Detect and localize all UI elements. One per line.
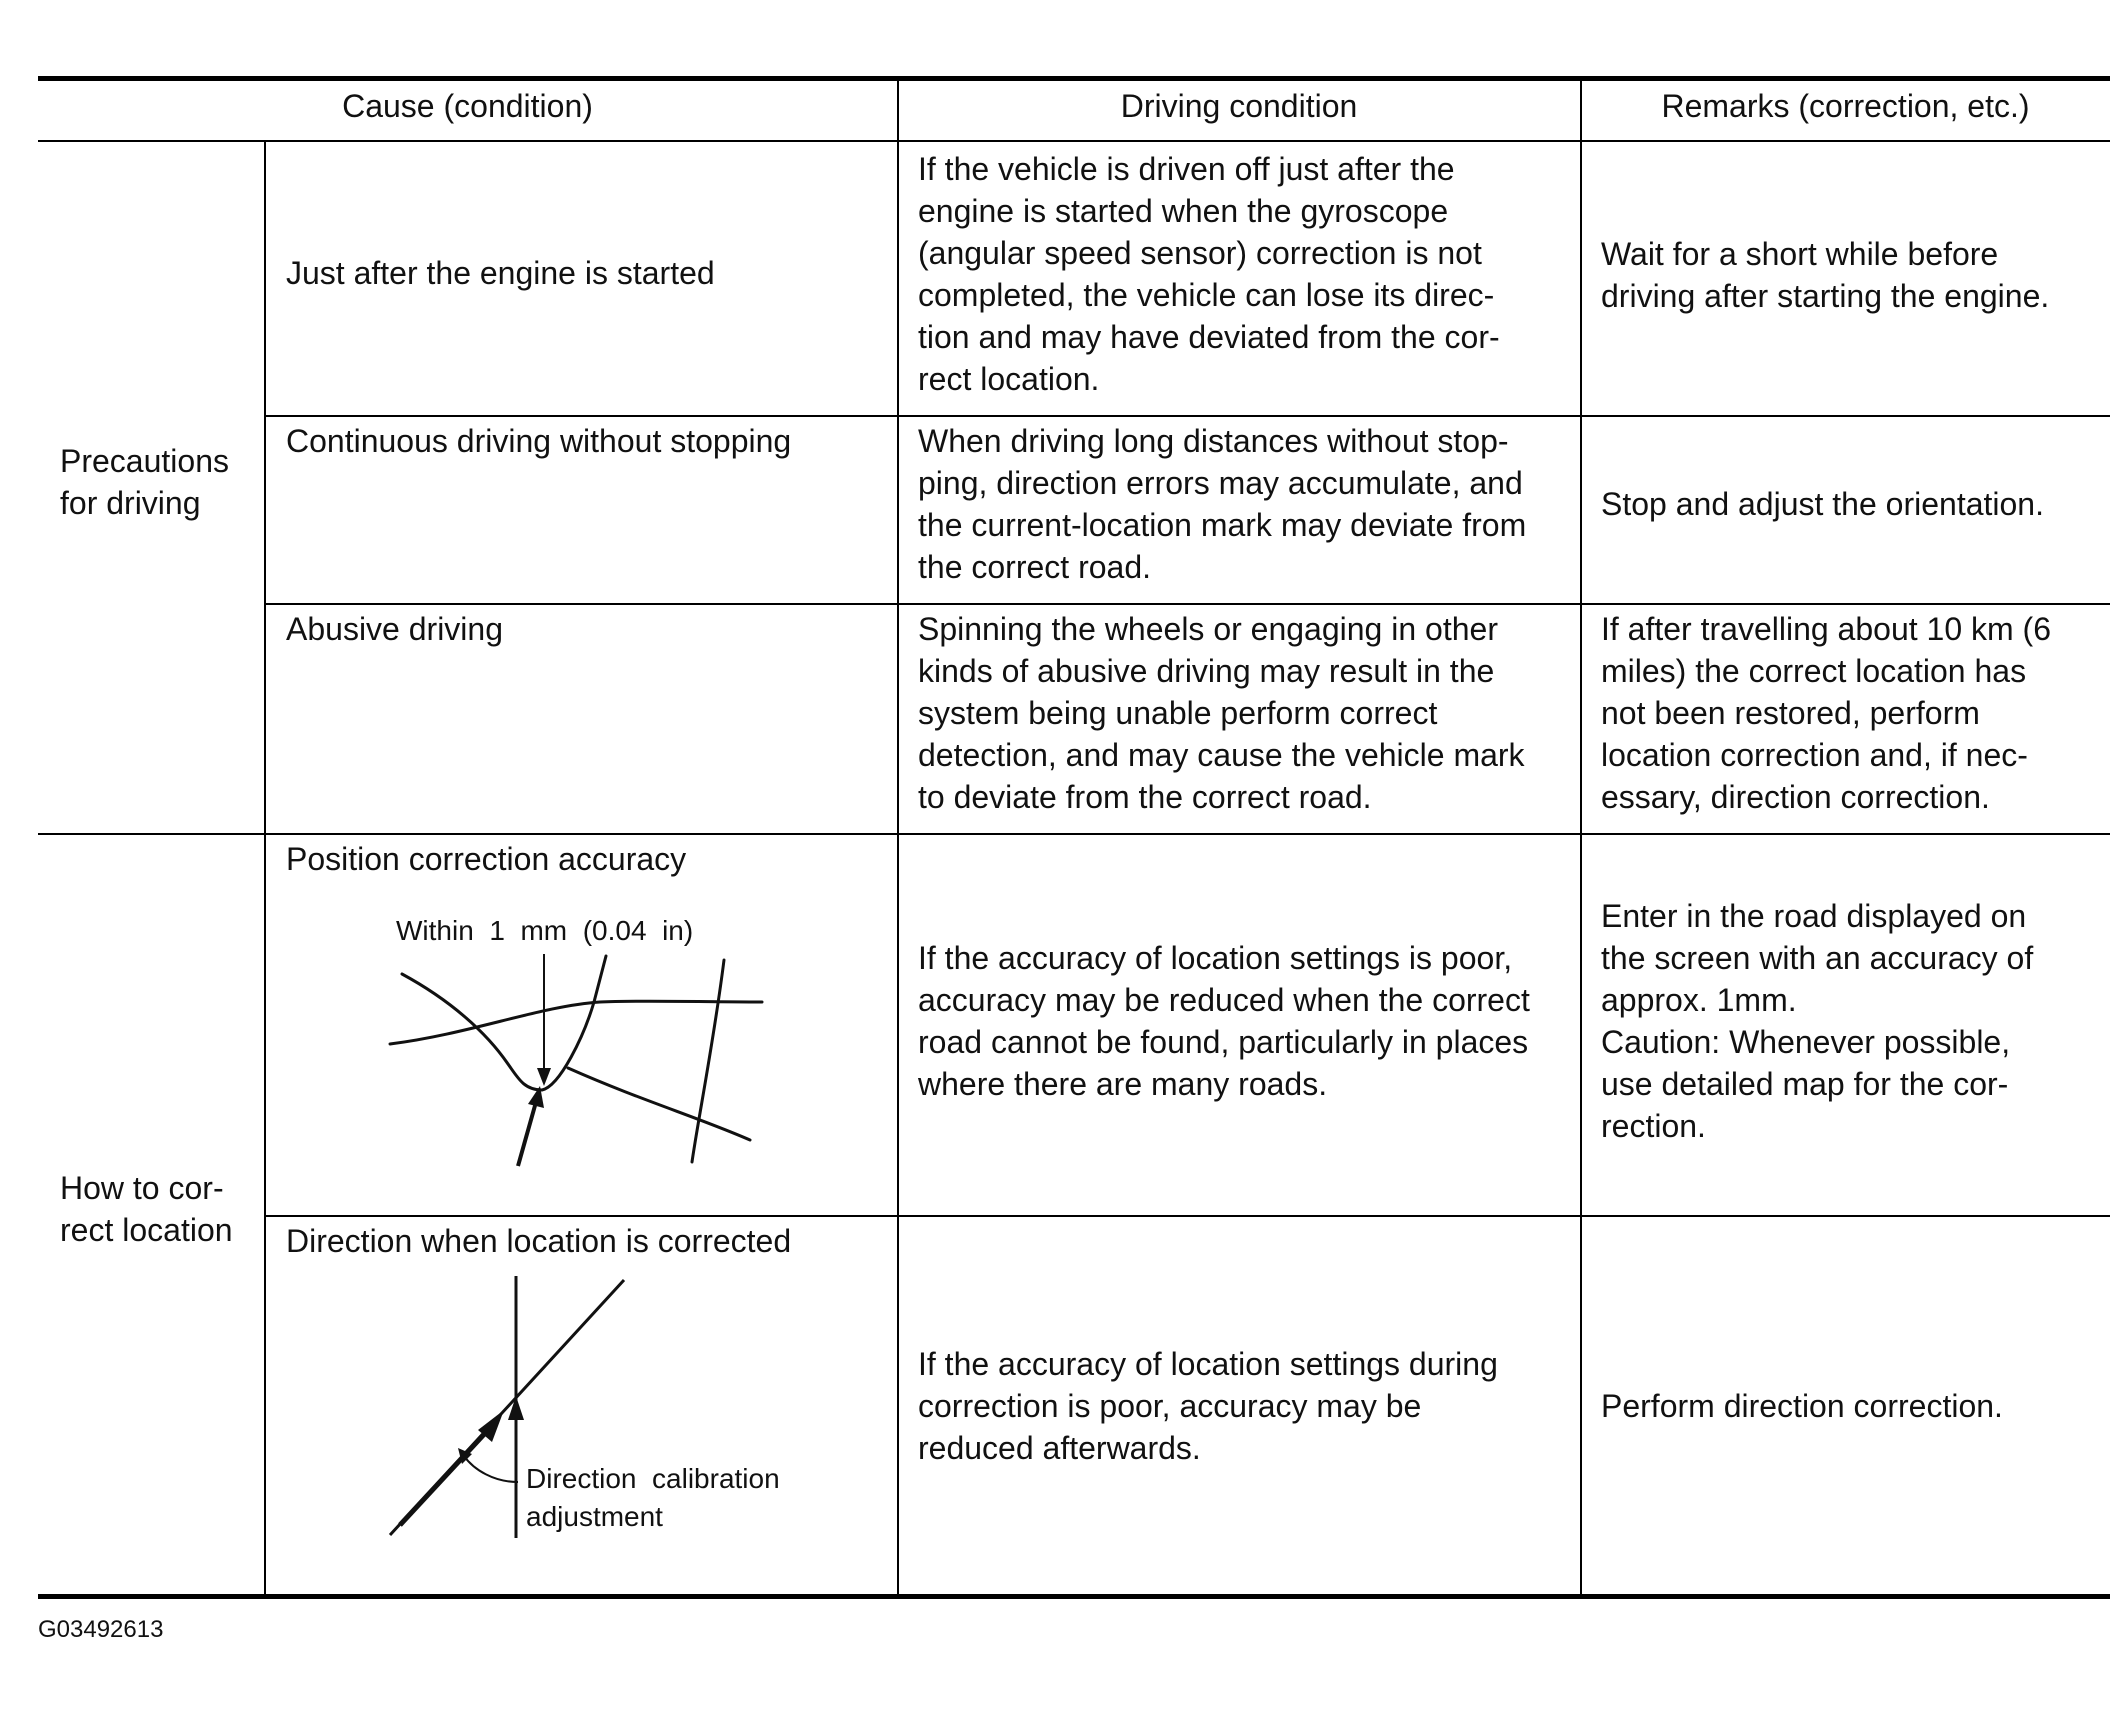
header-driving-condition: Driving condition [1120, 88, 1358, 124]
vehicle-direction-arrowhead [508, 1396, 524, 1420]
direction-calibration-label: Direction calibration adjustment [526, 1463, 780, 1532]
group-divider [38, 833, 2110, 835]
row-divider-1 [265, 415, 2110, 417]
group-column-divider [264, 140, 266, 1595]
row-divider-2 [265, 603, 2110, 605]
driving-row-4: If the accuracy of location settings is poor, accuracy may be reduced when the correct road cannot be found, particularly in places where there are many roads. [918, 940, 1530, 1102]
cause-row-1: Just after the engine is started [286, 255, 715, 291]
vehicle-arrow-shaft [518, 1102, 536, 1166]
cause-row-3: Abusive driving [286, 611, 503, 647]
header-cause: Cause (condition) [342, 88, 593, 124]
row-divider-4 [265, 1215, 2110, 1217]
cause-row-5: Direction when location is corrected [286, 1223, 792, 1259]
calibration-curve-arrow [464, 1456, 518, 1482]
driving-row-1: If the vehicle is driven off just after the engine is started when the gyroscope (angular speed sensor) correction is not completed, the vehicle can lose its direc- tion and may have deviated from the cor- rect location. [918, 151, 1500, 397]
remarks-row-1: Wait for a short while before driving after starting the engine. [1601, 236, 2050, 314]
table-bottom-rule [38, 1594, 2110, 1599]
cause-row-2: Continuous driving without stopping [286, 423, 792, 459]
group-label-precautions: Precautions for driving [60, 443, 229, 521]
remarks-row-2: Stop and adjust the orientation. [1601, 486, 2044, 522]
table-top-rule [38, 76, 2110, 81]
header-bottom-rule [38, 140, 2110, 142]
position-accuracy-label: Within 1 mm (0.04 in) [396, 915, 694, 946]
remarks-row-5: Perform direction correction. [1601, 1388, 2003, 1424]
driving-row-3: Spinning the wheels or engaging in other kinds of abusive driving may result in the system being unable perform correct detection, and may cause the vehicle mark to deviate from the correct road. [918, 611, 1525, 815]
position-correction-diagram [380, 940, 780, 1180]
remarks-row-4: Enter in the road displayed on the screen with an accuracy of approx. 1mm. Caution: Whenever possible, use detailed map for the cor- rection. [1601, 898, 2034, 1144]
figure-id: G03492613 [38, 1616, 164, 1643]
header-remarks: Remarks (correction, etc.) [1661, 88, 2030, 124]
group-label-how-to-correct: How to cor- rect location [60, 1170, 233, 1248]
driving-row-2: When driving long distances without stop- ping, direction errors may accumulate, and the current-location mark may deviate from the correct road. [918, 423, 1527, 585]
cause-column-divider [897, 80, 899, 1595]
target-indicator-arrowhead [537, 1068, 551, 1086]
cause-row-4: Position correction accuracy [286, 841, 687, 877]
road-direction-arrow [400, 1430, 488, 1525]
remarks-row-3: If after travelling about 10 km (6 miles) the correct location has not been restored, perform location correction and, if nec- essary, direction correction. [1601, 611, 2051, 815]
driving-column-divider [1580, 80, 1582, 1595]
driving-row-5: If the accuracy of location settings during correction is poor, accuracy may be reduced afterwards. [918, 1346, 1498, 1466]
